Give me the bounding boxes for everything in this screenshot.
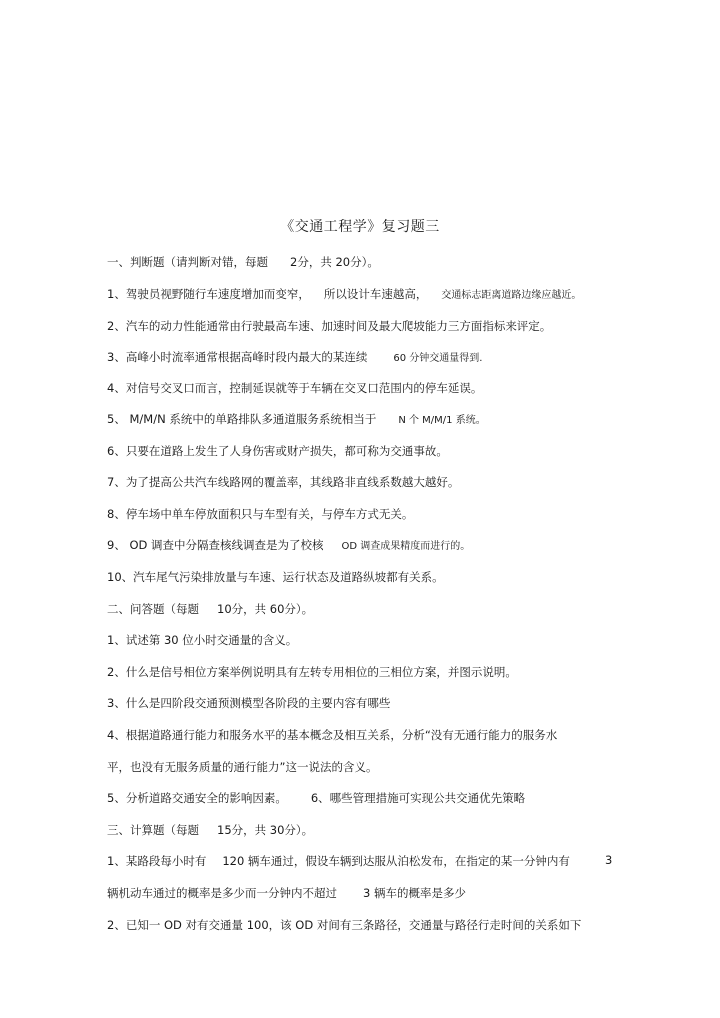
question-item bbox=[107, 506, 413, 522]
question-text: OD 调查成果精度而进行的。 bbox=[341, 541, 471, 552]
question-item bbox=[107, 443, 448, 459]
question-text: 8、停车场中单车停放面积只与车型有关，与停车方式无关。 bbox=[107, 507, 414, 521]
heading-text: 二、问答题（每题 bbox=[107, 602, 199, 616]
question-item bbox=[107, 537, 470, 555]
question-item bbox=[107, 664, 517, 680]
question-text: 2、汽车的动力性能通常由行驶最高车速、加速时间及最大爬坡能力三方面指标来评定。 bbox=[107, 319, 552, 333]
heading-score: 10分，共 60分）。 bbox=[217, 602, 314, 616]
question-text: 平，也没有无服务质量的通行能力”这一说法的含义。 bbox=[107, 760, 378, 774]
question-item bbox=[107, 380, 482, 396]
question-text: 4、根据道路通行能力和服务水平的基本概念及相互关系，分析“没有无通行能力的服务水 bbox=[107, 728, 558, 742]
question-item bbox=[107, 790, 525, 806]
question-text: 1、试述第 30 位小时交通量的含义。 bbox=[107, 633, 298, 647]
heading-text: 一、判断题（请判断对错，每题 bbox=[107, 255, 268, 269]
heading-score: 15分，共 30分）。 bbox=[217, 823, 314, 837]
question-text: 辆机动车通过的概率是多少而一分钟内不超过 bbox=[107, 886, 337, 900]
question-text: 所以设计车速越高， bbox=[323, 287, 428, 301]
question-text: 6、哪些管理措施可实现公共交通优先策略 bbox=[310, 791, 526, 805]
question-text: 3、什么是四阶段交通预测模型各阶段的主要内容有哪些 bbox=[107, 696, 391, 710]
question-text: 2、什么是信号相位方案举例说明具有左转专用相位的三相位方案，并图示说明。 bbox=[107, 665, 517, 679]
question-item bbox=[107, 759, 377, 775]
question-item bbox=[107, 318, 551, 334]
question-text: 120 辆车通过，假设车辆到达服从泊松发布，在指定的某一分钟内有 bbox=[222, 854, 570, 868]
heading-score: 2分，共 20分）。 bbox=[290, 255, 379, 269]
question-item bbox=[107, 727, 557, 743]
question-text: 9、 OD 调查中分隔查核线调查是为了校核 bbox=[107, 538, 324, 552]
question-item bbox=[107, 411, 486, 429]
section-heading-judgement bbox=[107, 254, 379, 270]
question-text: 5、分析道路交通安全的影响因素。 bbox=[107, 791, 287, 805]
question-item bbox=[107, 474, 459, 490]
question-text: 3 辆车的概率是多少 bbox=[363, 886, 466, 900]
section-heading-qa bbox=[107, 601, 313, 617]
question-item bbox=[107, 569, 444, 585]
question-text: 60 分钟交通量得到. bbox=[393, 353, 483, 364]
document-title: 《交通工程学》复习题三 bbox=[280, 219, 440, 235]
question-text: 1、某路段每小时有 bbox=[107, 854, 207, 868]
question-text: 5、 M/M/N 系统中的单路排队多通道服务系统相当于 bbox=[107, 412, 377, 426]
heading-text: 三、计算题（每题 bbox=[107, 823, 199, 837]
question-continuation: 3 bbox=[605, 853, 613, 867]
question-text: 7、为了提高公共汽车线路网的覆盖率，其线路非直线系数越大越好。 bbox=[107, 475, 460, 489]
question-text: 1、驾驶员视野随行车速度增加而变窄， bbox=[107, 287, 310, 301]
question-text: 6、只要在道路上发生了人身伤害或财产损失，都可称为交通事故。 bbox=[107, 444, 448, 458]
question-item bbox=[107, 349, 482, 367]
question-text: 10、汽车尾气污染排放量与车速、运行状态及道路纵坡都有关系。 bbox=[107, 570, 444, 584]
question-item bbox=[107, 917, 581, 933]
question-text: 2、已知一 OD 对有交通量 100，该 OD 对间有三条路径，交通量与路径行走时间的关系如下 bbox=[107, 918, 582, 932]
question-text: 交通标志距离道路边缘应越近。 bbox=[441, 290, 582, 301]
question-item bbox=[107, 632, 297, 648]
question-item bbox=[107, 885, 466, 901]
question-item bbox=[107, 853, 570, 869]
question-text: 3、高峰小时流率通常根据高峰时段内最大的某连续 bbox=[107, 350, 368, 364]
question-text: 4、对信号交叉口而言，控制延误就等于车辆在交叉口范围内的停车延误。 bbox=[107, 381, 483, 395]
question-text: N 个 M/M/1 系统。 bbox=[398, 415, 486, 426]
section-heading-calc bbox=[107, 822, 313, 838]
question-item bbox=[107, 286, 581, 304]
question-item bbox=[107, 695, 390, 711]
